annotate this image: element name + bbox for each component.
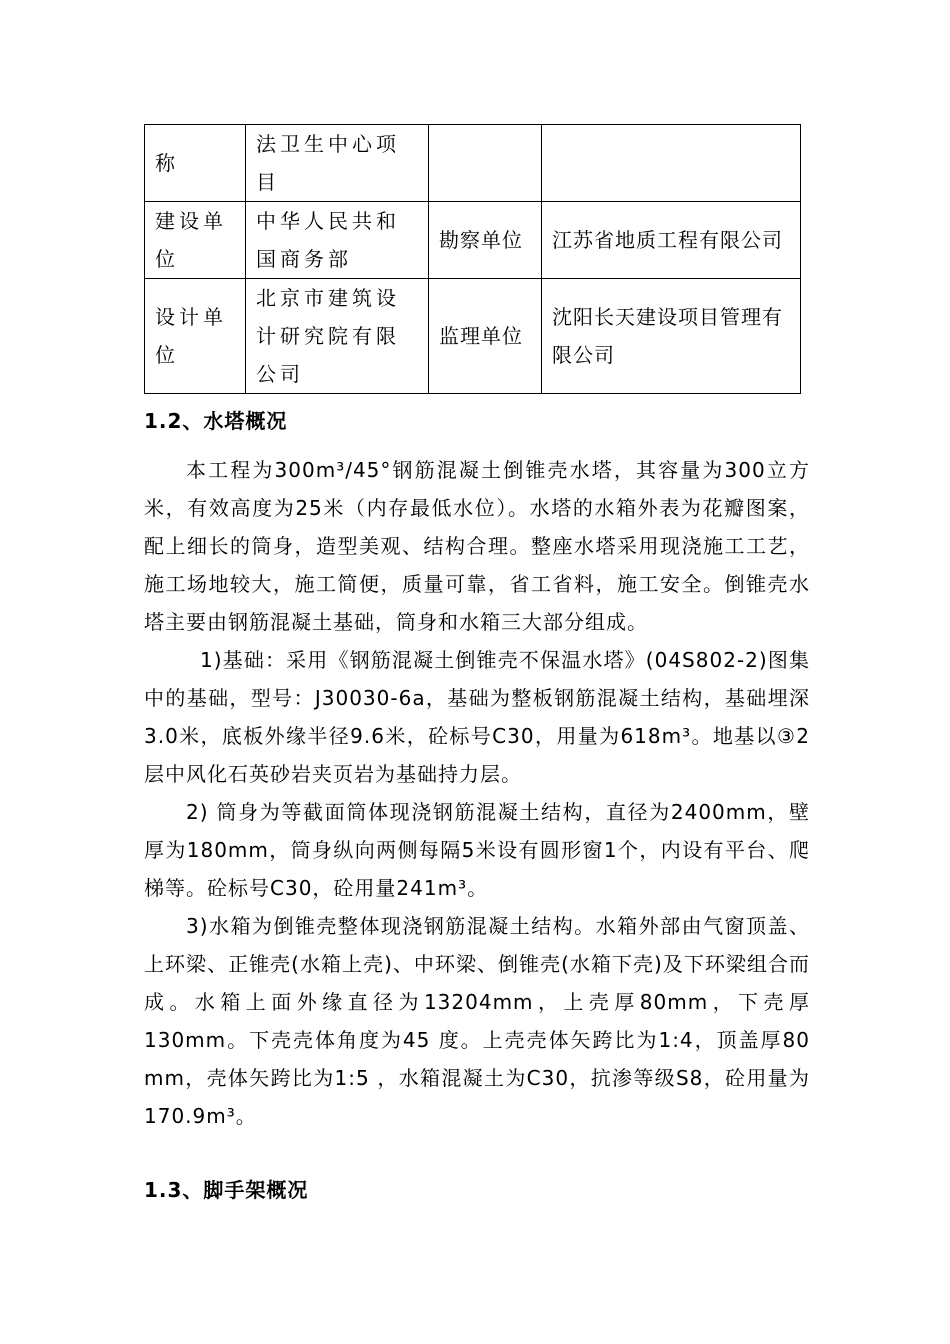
table-value-cell xyxy=(542,125,801,202)
table-label-cell xyxy=(429,125,542,202)
section-heading-scaffold: 1.3、脚手架概况 xyxy=(144,1178,309,1202)
table-value-cell: 法卫生中心项目 xyxy=(246,125,429,202)
paragraph-water-tank: 3)水箱为倒锥壳整体现浇钢筋混凝土结构。水箱外部由气窗顶盖、上环梁、正锥壳(水箱上壳)、中环梁、倒锥壳(水箱下壳)及下环梁组合而成。水箱上面外缘直径为13204mm，上壳厚80mm，下壳厚130mm。下壳壳体角度为45 度。上壳壳体矢跨比为1:4，顶盖厚80 mm，壳体矢跨比为1:5 ，水箱混凝土为C30，抗渗等级S8，砼用量为170.9m³。 xyxy=(144,914,810,1128)
table-label-cell: 设计单位 xyxy=(145,279,246,394)
table-label-cell: 勘察单位 xyxy=(429,202,542,279)
table-label-cell: 建设单位 xyxy=(145,202,246,279)
table-value-cell: 沈阳长天建设项目管理有限公司 xyxy=(542,279,801,394)
table-row xyxy=(145,202,801,279)
paragraph-foundation: 1)基础：采用《钢筋混凝土倒锥壳不保温水塔》(04S802-2)图集中的基础，型号：J30030-6a，基础为整板钢筋混凝土结构，基础埋深3.0米，底板外缘半径9.6米，砼标号C30，用量为618m³。地基以③2层中风化石英砂岩夹页岩为基础持力层。 xyxy=(144,648,810,786)
table-row xyxy=(145,125,801,202)
table-label-cell: 称 xyxy=(145,125,246,202)
table-row xyxy=(145,279,801,394)
table-value-cell: 中华人民共和国商务部 xyxy=(246,202,429,279)
table-value-cell: 北京市建筑设计研究院有限公司 xyxy=(246,279,429,394)
project-info-table xyxy=(144,124,801,394)
table-label-cell: 监理单位 xyxy=(429,279,542,394)
paragraph-overview: 本工程为300m³/45°钢筋混凝土倒锥壳水塔，其容量为300立方米，有效高度为25米（内存最低水位）。水塔的水箱外表为花瓣图案，配上细长的筒身，造型美观、结构合理。整座水塔采用现浇施工工艺，施工场地较大，施工简便，质量可靠，省工省料，施工安全。倒锥壳水塔主要由钢筋混凝土基础，筒身和水箱三大部分组成。 xyxy=(144,458,810,634)
water-tower-body xyxy=(144,451,810,1135)
table-value-cell: 江苏省地质工程有限公司 xyxy=(542,202,801,279)
section-heading-water-tower: 1.2、水塔概况 xyxy=(144,409,288,433)
paragraph-tower-shaft: 2) 筒身为等截面筒体现浇钢筋混凝土结构，直径为2400mm，壁厚为180mm，筒身纵向两侧每隔5米设有圆形窗1个，内设有平台、爬梯等。砼标号C30，砼用量241m³。 xyxy=(144,800,810,900)
